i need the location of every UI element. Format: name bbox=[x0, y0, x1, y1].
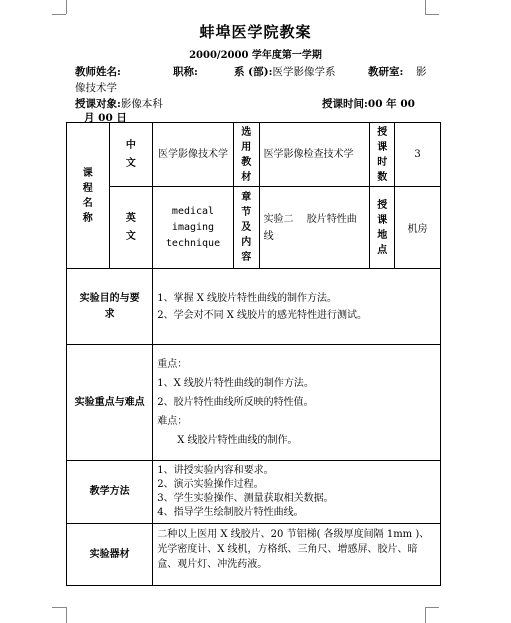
method-line: 4、指导学生绘制胶片特性曲线。 bbox=[157, 507, 304, 518]
method-content bbox=[153, 461, 441, 524]
crop-mark bbox=[66, 0, 67, 14]
english-label: 英文 bbox=[109, 187, 153, 269]
method-line: 3、学生实验操作、测量获取相关数据。 bbox=[157, 493, 334, 504]
focus-label: 实验重点与难点 bbox=[67, 345, 153, 461]
course-name-label: 课程名称 bbox=[67, 123, 110, 269]
time-field bbox=[322, 96, 415, 111]
time-value-1: 00 年 00 bbox=[367, 98, 415, 110]
english-course-name: medical imaging technique bbox=[153, 187, 234, 269]
focus-hard-label: 难点： bbox=[157, 416, 188, 427]
equipment-label: 实验器材 bbox=[67, 524, 153, 586]
document-title: 蚌埠医学院教案 bbox=[199, 23, 312, 41]
office-value-2: 像技术学 bbox=[75, 82, 117, 94]
chapter-value: 实验二 胶片特性曲线 bbox=[259, 187, 370, 269]
target-label: 授课对象: bbox=[75, 98, 121, 110]
textbook-label: 选用教材 bbox=[233, 123, 259, 187]
office-label: 教研室: bbox=[368, 66, 404, 78]
target-value: 影像本科 bbox=[120, 98, 163, 110]
method-line: 1、讲授实验内容和要求。 bbox=[157, 465, 274, 476]
crop-mark bbox=[425, 14, 439, 15]
focus-hard-line: X 线胶片特性曲线的制作。 bbox=[177, 435, 298, 446]
lesson-plan-table bbox=[66, 122, 441, 586]
time-label: 授课时间: bbox=[322, 98, 368, 110]
rank-label: 职称: bbox=[173, 66, 198, 78]
purpose-label: 实验目的与要求 bbox=[67, 269, 153, 345]
focus-content bbox=[153, 345, 441, 461]
term-heading: 2000/2000 学年度第一学期 bbox=[189, 50, 322, 61]
chinese-course-name: 医学影像技术学 bbox=[153, 123, 234, 187]
method-line: 2、演示实验操作过程。 bbox=[157, 479, 264, 490]
target-field bbox=[75, 96, 163, 111]
purpose-content bbox=[153, 269, 441, 345]
focus-key-label: 重点： bbox=[157, 359, 188, 370]
chapter-label: 章节及内容 bbox=[233, 187, 259, 269]
dept-field bbox=[234, 64, 335, 79]
crop-mark bbox=[425, 0, 426, 14]
dept-label: 系 (部): bbox=[234, 66, 273, 78]
place-label: 授课地点 bbox=[370, 187, 395, 269]
time-value-2: 月 00 日 bbox=[84, 112, 127, 124]
crop-mark bbox=[425, 607, 426, 623]
focus-key-line: 1、X 线胶片特性曲线的制作方法。 bbox=[157, 378, 314, 389]
focus-key-line: 2、胶片特性曲线所反映的特性值。 bbox=[157, 397, 314, 408]
hours-value: 3 bbox=[395, 123, 441, 187]
teacher-label: 教师姓名: bbox=[75, 66, 121, 78]
equipment-content: 二种以上医用 X 线胶片、20 节铝梯( 各级厚度间隔 1mm )、光学密度计、X 线机，方格纸、三角尺、增感屏、胶片、暗盒、观片灯、冲洗药液。 bbox=[153, 524, 441, 586]
crop-mark bbox=[52, 14, 66, 15]
crop-mark bbox=[52, 607, 66, 608]
hours-label: 授课时数 bbox=[370, 123, 395, 187]
purpose-line: 2、学会对不同 X 线胶片的感光特性进行测试。 bbox=[157, 309, 368, 321]
textbook-value: 医学影像检查技术学 bbox=[259, 123, 370, 187]
dept-value: 医学影像学系 bbox=[272, 66, 336, 78]
chinese-label: 中文 bbox=[109, 123, 153, 187]
crop-mark bbox=[425, 607, 439, 608]
place-value: 机房 bbox=[395, 187, 441, 269]
office-value-1: 影 bbox=[416, 66, 427, 78]
crop-mark bbox=[66, 607, 67, 623]
purpose-line: 1、掌握 X 线胶片特性曲线的制作方法。 bbox=[157, 292, 338, 304]
method-label: 教学方法 bbox=[67, 461, 153, 524]
